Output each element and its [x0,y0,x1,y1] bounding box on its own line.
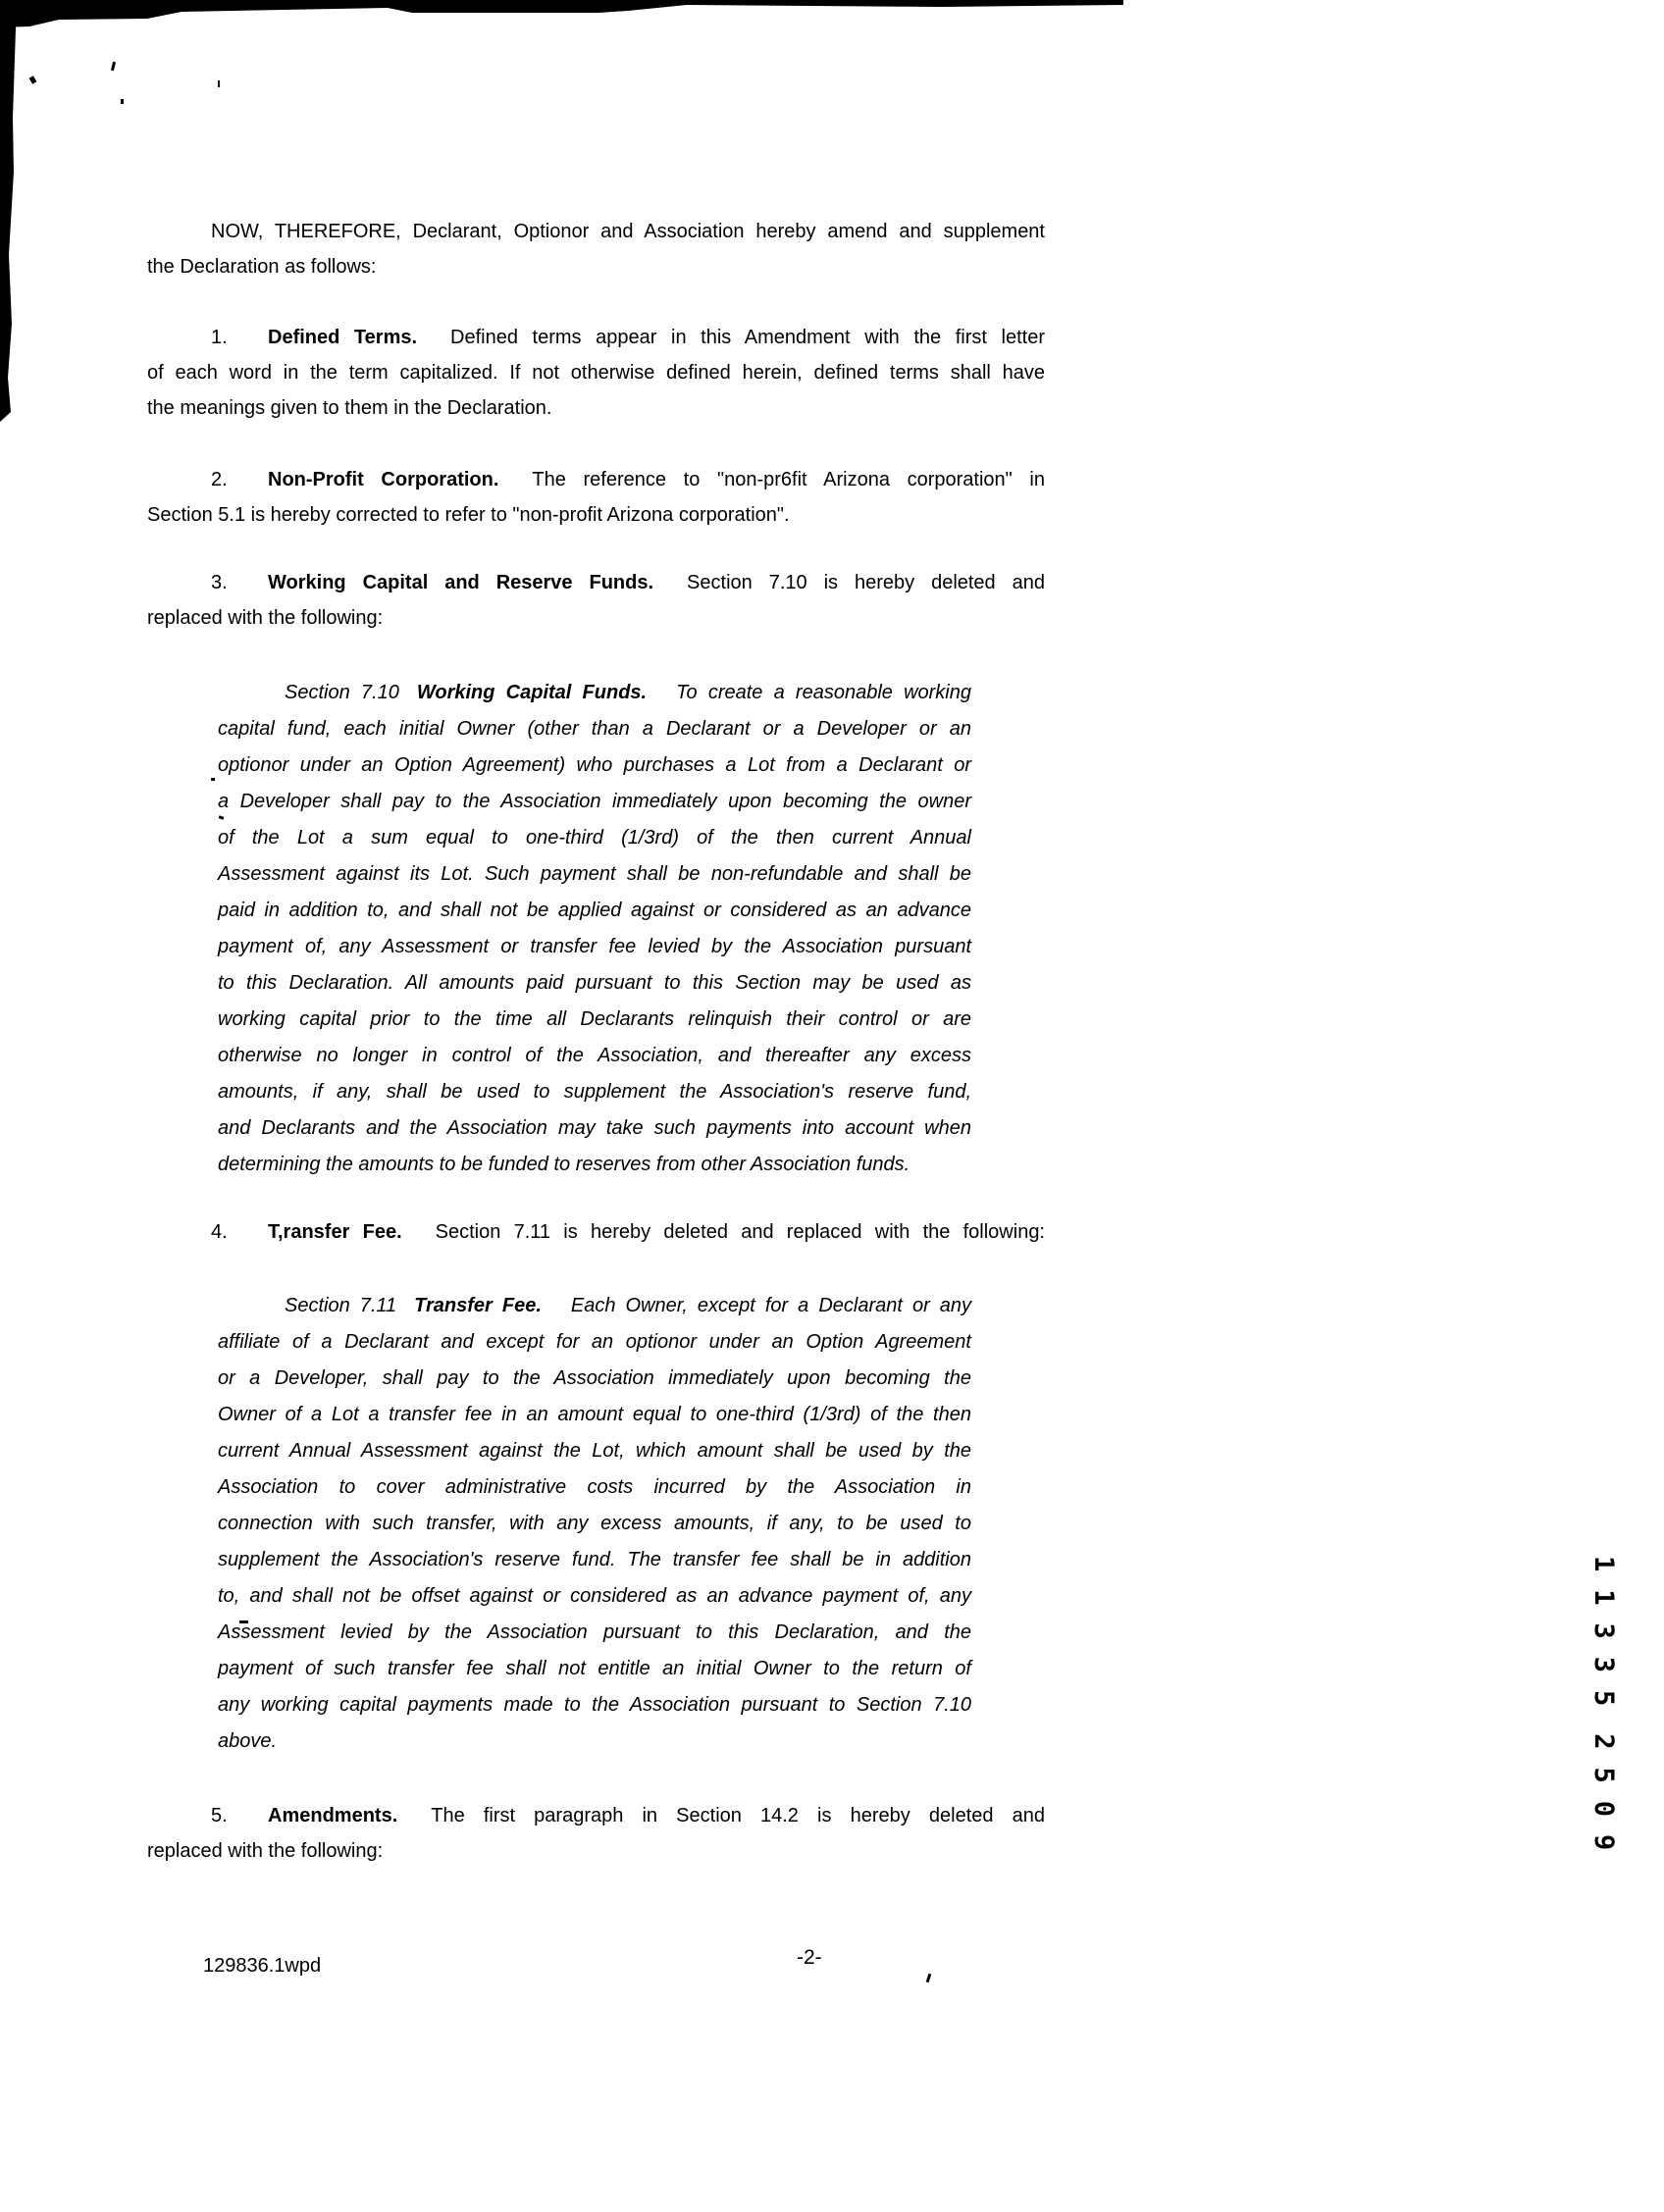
item-number: 1. [211,327,228,348]
item-body-lines [147,497,1045,533]
text-line: determining the amounts to be funded to reserves from other Association funds. [218,1154,910,1175]
scan-artifact-left-edge [0,0,18,422]
item-heading: Defined Terms. [268,327,418,348]
scan-speck [111,62,116,71]
item-number: 3. [211,572,228,593]
text-line: connection with such transfer, with any excess amounts, if any, to be used to [218,1513,971,1534]
item-body-lines [147,600,1045,636]
section-text: Each Owner, except for a Declarant or any [570,1295,971,1316]
item-number: 4. [211,1221,228,1243]
section-title: Transfer Fee. [414,1295,542,1316]
text-line: Owner of a Lot a transfer fee in an amount equal to one-third (1/3rd) of the then [218,1404,971,1425]
text-line: of the Lot a sum equal to one-third (1/3rd) of the then current Annual [218,827,971,849]
paragraph-line: NOW, THEREFORE, Declarant, Optionor and Association hereby amend and supplement [211,221,1045,242]
section-label: Section 7.10 [285,682,399,703]
item-text: Section 7.11 is hereby deleted and replaced with the following: [435,1221,1045,1243]
text-line: replaced with the following: [147,1840,384,1862]
item-heading: T,ransfer Fee. [268,1221,402,1243]
paragraph-first-line [147,565,1045,600]
text-line: a Developer shall pay to the Association immediately upon becoming the owner [218,791,971,812]
item-body-lines [147,355,1045,426]
section-title: Working Capital Funds. [416,682,648,703]
text-line: above. [218,1730,278,1752]
numbered-item-4 [147,1214,1045,1250]
section-text: To create a reasonable working [676,682,972,703]
text-line: working capital prior to the time all Declarants relinquish their control or are [218,1008,971,1030]
section-body-lines [218,711,971,1183]
paragraph-first-line [147,1798,1045,1833]
text-line: payment of, any Assessment or transfer fee levied by the Association pursuant [218,936,971,957]
section-label: Section 7.11 [285,1295,397,1316]
text-line: Section 5.1 is hereby corrected to refer to "non-profit Arizona corporation". [147,504,790,526]
text-line: any working capital payments made to the Association pursuant to Section 7.10 [218,1694,971,1716]
quoted-section-7-10 [218,675,971,1183]
footer-file-reference: 129836.1wpd [203,1955,322,1977]
text-line: optionor under an Option Agreement) who purchases a Lot from a Declarant or [218,754,971,776]
item-text: Defined terms appear in this Amendment with the first letter [450,327,1045,348]
text-line: otherwise no longer in control of the Association, and thereafter any excess [218,1045,971,1066]
text-line: paid in addition to, and shall not be applied against or considered as an advance [218,900,971,921]
item-heading: Non-Profit Corporation. [268,469,499,490]
opening-paragraph [147,214,1045,284]
text-line: amounts, if any, shall be used to supplement the Association's reserve fund, [218,1081,971,1103]
text-line: and Declarants and the Association may take such payments into account when [218,1117,971,1139]
item-heading: Amendments. [268,1805,398,1826]
item-number: 5. [211,1805,228,1826]
scan-speck [926,1974,932,1982]
quoted-section-7-11 [218,1288,971,1760]
text-line: Association to cover administrative costs incurred by the Association in [218,1476,971,1498]
footer-page-number: -2- [797,1946,822,1969]
scan-speck [29,76,37,84]
fax-stamp-vertical-digits [1588,1556,1618,1868]
section-first-line [218,675,971,711]
fax-stamp-group-1: 11335 [1588,1556,1619,1724]
text-line: the meanings given to them in the Declaration. [147,397,552,419]
text-line: current Annual Assessment against the Lot, which amount shall be used by the [218,1440,971,1462]
text-line: Assessment against its Lot. Such payment shall be non-refundable and shall be [218,863,971,885]
section-body-lines [218,1324,971,1760]
fax-stamp-group-2: 2509 [1588,1733,1619,1869]
numbered-item-2 [147,462,1045,533]
text-line: to this Declaration. All amounts paid pursuant to this Section may be used as [218,972,971,994]
section-first-line [218,1288,971,1324]
numbered-item-3 [147,565,1045,636]
text-line: Assessment levied by the Association pursuant to this Declaration, and the [218,1621,971,1643]
item-text: The reference to "non-pr6fit Arizona corporation" in [532,469,1045,490]
item-body-lines [147,1833,1045,1869]
scan-speck [121,99,124,104]
item-text: Section 7.10 is hereby deleted and [687,572,1045,593]
text-line: payment of such transfer fee shall not entitle an initial Owner to the return of [218,1658,971,1679]
numbered-item-5 [147,1798,1045,1869]
item-heading: Working Capital and Reserve Funds. [268,572,654,593]
text-line: of each word in the term capitalized. If not otherwise defined herein, defined terms shall have [147,362,1045,384]
paragraph-first-line [147,462,1045,497]
text-line: affiliate of a Declarant and except for an optionor under an Option Agreement [218,1331,971,1353]
text-column [147,0,1045,1869]
text-line: supplement the Association's reserve fund. The transfer fee shall be in addition [218,1549,971,1570]
text-line: to, and shall not be offset against or considered as an advance payment of, any [218,1585,971,1607]
text-line: replaced with the following: [147,607,384,629]
paragraph-first-line [147,320,1045,355]
item-number: 2. [211,469,228,490]
text-line: or a Developer, shall pay to the Association immediately upon becoming the [218,1367,971,1389]
item-text: The first paragraph in Section 14.2 is hereby deleted and [431,1805,1045,1826]
text-line: capital fund, each initial Owner (other than a Declarant or a Developer or an [218,718,971,740]
numbered-item-1 [147,320,1045,426]
paragraph-line: the Declaration as follows: [147,256,377,278]
paragraph-first-line [147,1214,1045,1250]
